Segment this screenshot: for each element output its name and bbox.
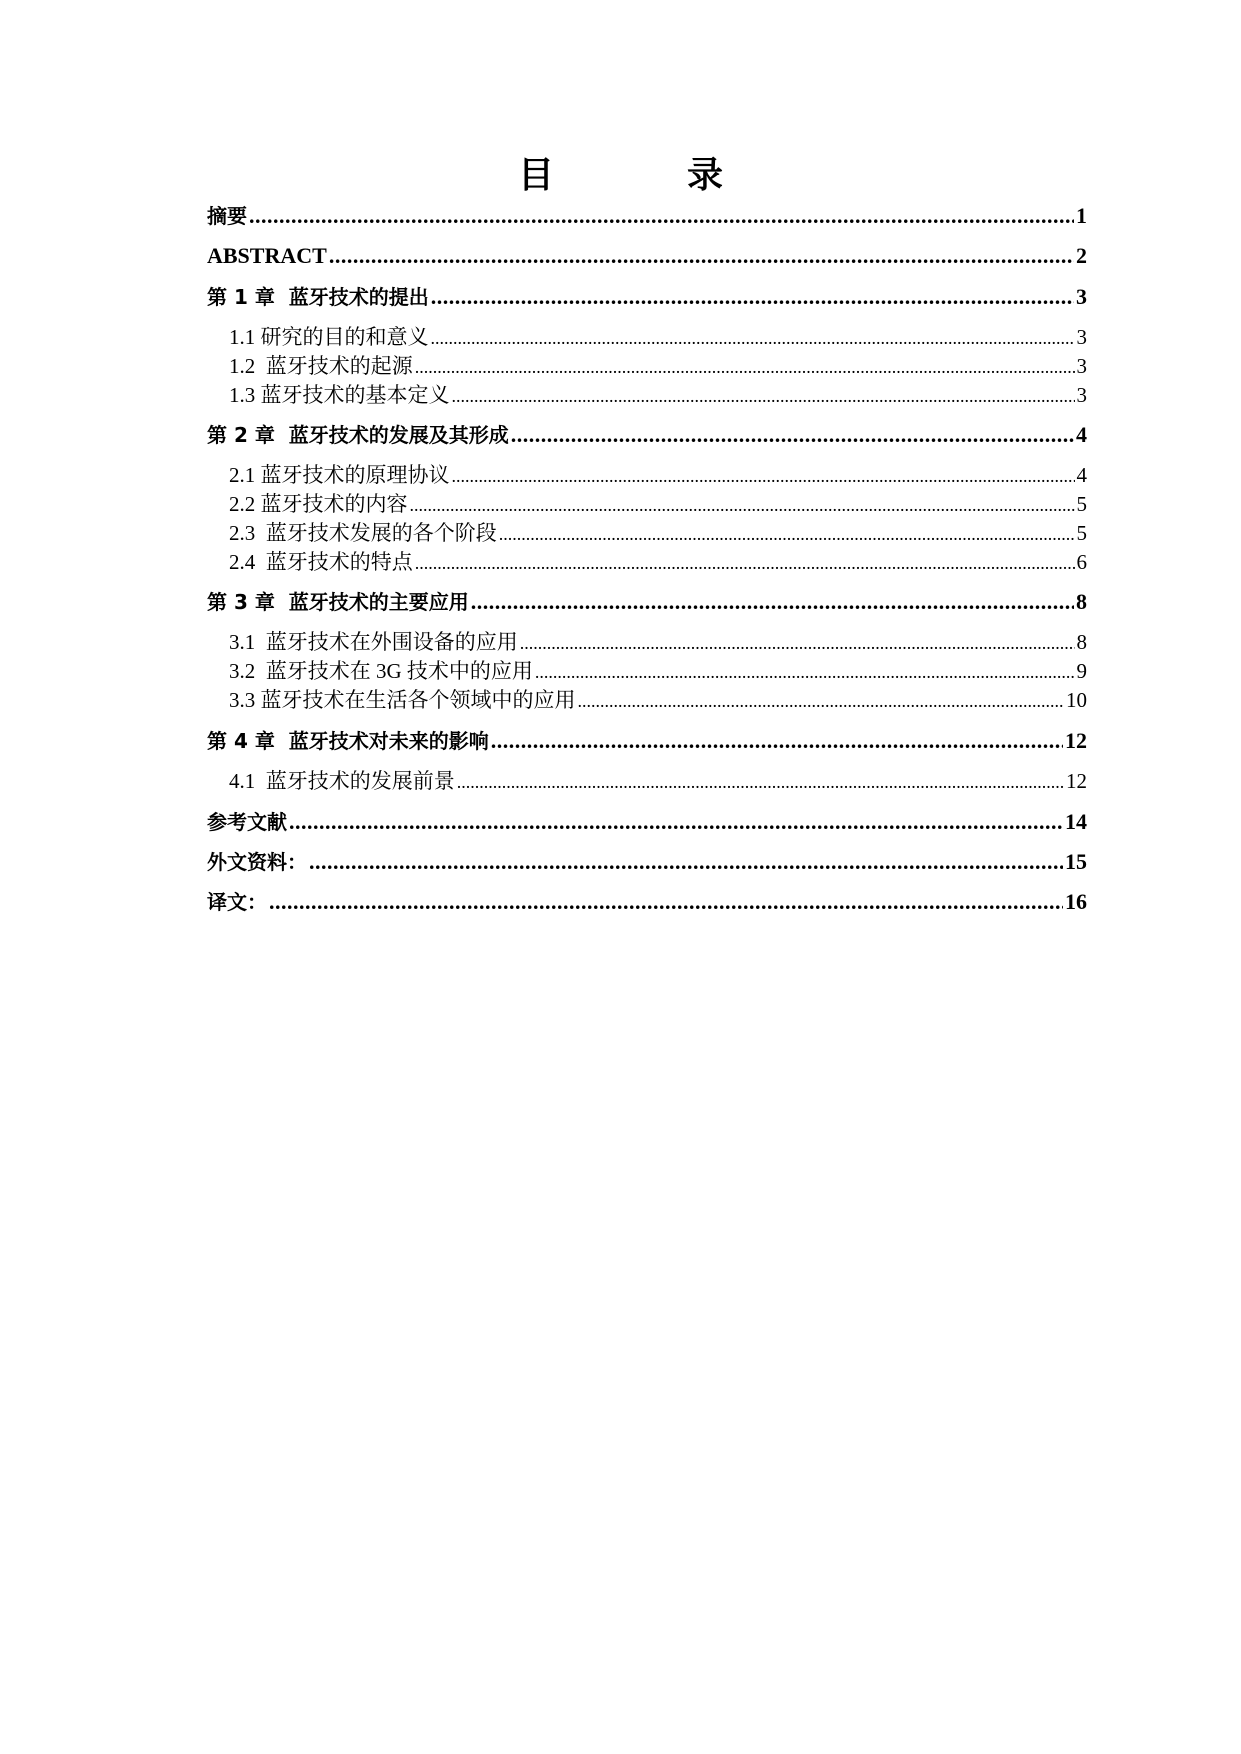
toc-page-number: 3 xyxy=(1076,354,1087,378)
toc-entry-section-2-2[interactable] xyxy=(207,490,1087,519)
toc-page-number: 12 xyxy=(1065,728,1087,753)
dot-leader xyxy=(249,202,1074,230)
dot-leader xyxy=(431,283,1074,311)
dot-leader xyxy=(578,687,1065,715)
dot-leader xyxy=(457,768,1064,796)
dot-leader xyxy=(415,549,1075,577)
toc-entry-label: 2.3 蓝牙技术发展的各个阶段 xyxy=(229,521,497,545)
toc-page-number: 4 xyxy=(1076,463,1087,487)
toc-entry-label: 1.3 蓝牙技术的基本定义 xyxy=(229,383,450,407)
toc-entry-label: 第 1 章 蓝牙技术的提出 xyxy=(207,285,429,309)
dot-leader xyxy=(309,848,1063,876)
toc-entry-abstract-cn[interactable] xyxy=(207,202,1087,230)
dot-leader xyxy=(431,324,1075,352)
toc-entry-label: 摘要 xyxy=(207,204,247,228)
toc-entry-section-4-1[interactable] xyxy=(207,767,1087,796)
toc-page-number: 5 xyxy=(1076,521,1087,545)
toc-entry-label: 2.4 蓝牙技术的特点 xyxy=(229,550,413,574)
dot-leader xyxy=(520,629,1075,657)
toc-entry-section-2-4[interactable] xyxy=(207,548,1087,577)
toc-entry-section-2-1[interactable] xyxy=(207,461,1087,490)
toc-page-number: 4 xyxy=(1076,422,1087,447)
toc-entry-label: 1.2 蓝牙技术的起源 xyxy=(229,354,413,378)
toc-page-number: 2 xyxy=(1076,243,1087,268)
toc-entry-section-3-1[interactable] xyxy=(207,628,1087,657)
dot-leader xyxy=(511,421,1074,449)
dot-leader xyxy=(471,588,1074,616)
toc-entry-label: 1.1 研究的目的和意义 xyxy=(229,325,429,349)
toc-entry-label: 第 3 章 蓝牙技术的主要应用 xyxy=(207,590,469,614)
toc-page-number: 8 xyxy=(1076,630,1087,654)
toc-page-number: 12 xyxy=(1066,769,1087,793)
toc-entry-section-2-3[interactable] xyxy=(207,519,1087,548)
toc-page-number: 15 xyxy=(1065,849,1087,874)
toc-entry-section-3-3[interactable] xyxy=(207,686,1087,715)
toc-entry-label: 外文资料： xyxy=(207,850,307,874)
toc-entry-section-1-3[interactable] xyxy=(207,381,1087,410)
toc-entry-references[interactable] xyxy=(207,808,1087,836)
dot-leader xyxy=(452,382,1075,410)
toc-page-number: 6 xyxy=(1076,550,1087,574)
toc-entry-label: 2.1 蓝牙技术的原理协议 xyxy=(229,463,450,487)
toc-entry-chapter-1[interactable] xyxy=(207,283,1087,311)
toc-entry-label: 2.2 蓝牙技术的内容 xyxy=(229,492,408,516)
toc-title: 目 录 xyxy=(517,155,760,196)
toc-page-number: 8 xyxy=(1076,589,1087,614)
dot-leader xyxy=(491,727,1063,755)
dot-leader xyxy=(499,520,1075,548)
toc-entry-label: 参考文献 xyxy=(207,810,287,834)
dot-leader xyxy=(415,353,1075,381)
toc-page-number: 5 xyxy=(1076,492,1087,516)
toc-page-number: 3 xyxy=(1076,383,1087,407)
toc-entry-section-1-1[interactable] xyxy=(207,323,1087,352)
dot-leader xyxy=(289,808,1063,836)
toc-entry-label: 3.1 蓝牙技术在外围设备的应用 xyxy=(229,630,518,654)
toc-page-number: 9 xyxy=(1076,659,1087,683)
dot-leader xyxy=(410,491,1075,519)
dot-leader xyxy=(535,658,1075,686)
toc-entry-label: 4.1 蓝牙技术的发展前景 xyxy=(229,769,455,793)
toc-entry-label: 3.3 蓝牙技术在生活各个领域中的应用 xyxy=(229,688,576,712)
toc-page-number: 10 xyxy=(1066,688,1087,712)
toc-entry-label: 3.2 蓝牙技术在 3G 技术中的应用 xyxy=(229,659,533,683)
toc-entry-translation[interactable] xyxy=(207,888,1087,916)
dot-leader xyxy=(329,242,1074,270)
toc-entry-chapter-2[interactable] xyxy=(207,421,1087,449)
toc-entry-label: 第 2 章 蓝牙技术的发展及其形成 xyxy=(207,423,509,447)
dot-leader xyxy=(269,888,1063,916)
toc-entry-label: ABSTRACT xyxy=(207,243,327,268)
toc-entry-chapter-3[interactable] xyxy=(207,588,1087,616)
toc-page-number: 14 xyxy=(1065,809,1087,834)
toc-entry-abstract-en[interactable] xyxy=(207,242,1087,270)
toc-entry-section-1-2[interactable] xyxy=(207,352,1087,381)
toc-entry-section-3-2[interactable] xyxy=(207,657,1087,686)
toc-entry-foreign-materials[interactable] xyxy=(207,848,1087,876)
toc-entry-chapter-4[interactable] xyxy=(207,727,1087,755)
toc-page-number: 16 xyxy=(1065,889,1087,914)
toc-entry-label: 译文： xyxy=(207,890,267,914)
toc-page-number: 1 xyxy=(1076,203,1087,228)
toc-page-number: 3 xyxy=(1076,325,1087,349)
dot-leader xyxy=(452,462,1075,490)
toc-entry-label: 第 4 章 蓝牙技术对未来的影响 xyxy=(207,729,489,753)
toc-page-number: 3 xyxy=(1076,284,1087,309)
